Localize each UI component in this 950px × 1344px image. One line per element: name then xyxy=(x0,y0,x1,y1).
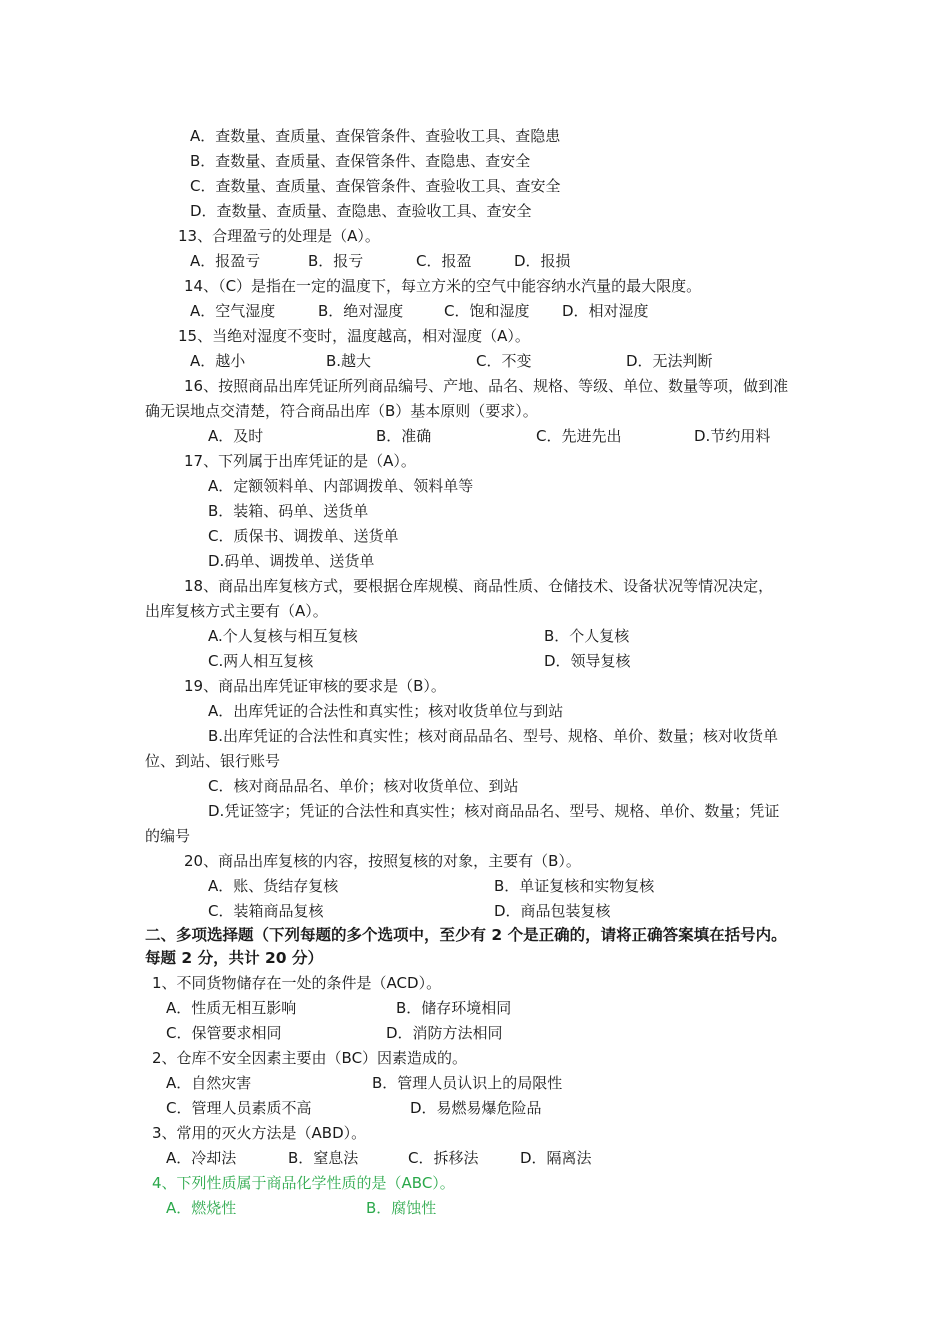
q14-option-a: A．空气湿度 xyxy=(190,302,276,320)
q16-option-c: C．先进先出 xyxy=(536,427,622,445)
m3-option-c: C．拆移法 xyxy=(408,1149,479,1167)
q18-option-b: B．个人复核 xyxy=(544,627,630,645)
q17-option-c: C．质保书、调拨单、送货单 xyxy=(208,527,399,545)
q13-option-d: D．报损 xyxy=(514,252,571,270)
q15-option-d: D．无法判断 xyxy=(626,352,713,370)
q13-option-a: A．报盈亏 xyxy=(190,252,261,270)
q19-option-d-line1: D.凭证签字；凭证的合法性和真实性；核对商品品名、型号、规格、单价、数量；凭证 xyxy=(208,802,780,820)
m1-option-c: C．保管要求相同 xyxy=(166,1024,282,1042)
q16-stem-line1: 16、按照商品出库凭证所列商品编号、产地、品名、规格、等级、单位、数量等项，做到准 xyxy=(184,377,789,395)
m4-option-a: A．燃烧性 xyxy=(166,1199,237,1217)
q16-option-a: A．及时 xyxy=(208,427,264,445)
m4-option-b: B．腐蚀性 xyxy=(366,1199,437,1217)
m3-option-b: B．窒息法 xyxy=(288,1149,359,1167)
q20-option-a: A．账、货结存复核 xyxy=(208,877,339,895)
q19-option-a: A．出库凭证的合法性和真实性；核对收货单位与到站 xyxy=(208,702,564,720)
q14-option-d: D．相对湿度 xyxy=(562,302,649,320)
q14-option-b: B．绝对湿度 xyxy=(318,302,404,320)
q12-option-b: B．查数量、查质量、查保管条件、查隐患、查安全 xyxy=(190,152,531,170)
q18-option-c: C.两人相互复核 xyxy=(208,652,314,670)
q15-option-b: B.越大 xyxy=(326,352,372,370)
q17-stem: 17、下列属于出库凭证的是（A）。 xyxy=(184,452,416,470)
q18-stem-line1: 18、商品出库复核方式，要根据仓库规模、商品性质、仓储技术、设备状况等情况决定， xyxy=(184,577,774,595)
q12-option-d: D．查数量、查质量、查隐患、查验收工具、查安全 xyxy=(190,202,532,220)
q16-option-b: B．准确 xyxy=(376,427,432,445)
m2-option-b: B．管理人员认识上的局限性 xyxy=(372,1074,563,1092)
q16-stem-line2: 确无误地点交清楚，符合商品出库（B）基本原则（要求）。 xyxy=(145,402,538,420)
q17-option-d: D.码单、调拨单、送货单 xyxy=(208,552,375,570)
m1-option-d: D．消防方法相同 xyxy=(386,1024,503,1042)
m2-stem: 2、仓库不安全因素主要由（BC）因素造成的。 xyxy=(152,1049,468,1067)
q13-stem: 13、合理盈亏的处理是（A）。 xyxy=(178,227,380,245)
m1-option-a: A．性质无相互影响 xyxy=(166,999,297,1017)
m3-option-a: A．冷却法 xyxy=(166,1149,237,1167)
m2-option-d: D．易燃易爆危险品 xyxy=(410,1099,542,1117)
q12-option-a: A．查数量、查质量、查保管条件、查验收工具、查隐患 xyxy=(190,127,561,145)
q20-option-d: D．商品包装复核 xyxy=(494,902,611,920)
m1-stem: 1、不同货物储存在一处的条件是（ACD）。 xyxy=(152,974,442,992)
q19-option-b-line2: 位、到站、银行账号 xyxy=(145,752,281,770)
q19-stem: 19、商品出库凭证审核的要求是（B）。 xyxy=(184,677,446,695)
q15-option-a: A．越小 xyxy=(190,352,246,370)
q18-option-a: A.个人复核与相互复核 xyxy=(208,627,358,645)
q18-stem-line2: 出库复核方式主要有（A）。 xyxy=(145,602,328,620)
m2-option-c: C．管理人员素质不高 xyxy=(166,1099,312,1117)
m3-stem: 3、常用的灭火方法是（ABD）。 xyxy=(152,1124,367,1142)
q19-option-d-line2: 的编号 xyxy=(145,827,191,845)
m4-stem: 4、下列性质属于商品化学性质的是（ABC）。 xyxy=(152,1174,455,1192)
q15-option-c: C．不变 xyxy=(476,352,532,370)
q16-option-d: D.节约用料 xyxy=(694,427,771,445)
m1-option-b: B．储存环境相同 xyxy=(396,999,512,1017)
q20-stem: 20、商品出库复核的内容，按照复核的对象，主要有（B）。 xyxy=(184,852,581,870)
m3-option-d: D．隔离法 xyxy=(520,1149,592,1167)
q14-option-c: C．饱和湿度 xyxy=(444,302,530,320)
q20-option-c: C．装箱商品复核 xyxy=(208,902,324,920)
section2-heading-line1: 二、多项选择题（下列每题的多个选项中，至少有 2 个是正确的，请将正确答案填在括号内。 xyxy=(145,926,787,944)
q13-option-b: B．报亏 xyxy=(308,252,364,270)
q14-stem: 14、（C）是指在一定的温度下，每立方米的空气中能容纳水汽量的最大限度。 xyxy=(184,277,702,295)
q20-option-b: B．单证复核和实物复核 xyxy=(494,877,655,895)
q19-option-c: C．核对商品品名、单价；核对收货单位、到站 xyxy=(208,777,519,795)
q17-option-b: B．装箱、码单、送货单 xyxy=(208,502,369,520)
q15-stem: 15、当绝对湿度不变时，温度越高，相对湿度（A）。 xyxy=(178,327,530,345)
q19-option-b-line1: B.出库凭证的合法性和真实性；核对商品品名、型号、规格、单价、数量；核对收货单 xyxy=(208,727,779,745)
q12-option-c: C．查数量、查质量、查保管条件、查验收工具、查安全 xyxy=(190,177,561,195)
section2-heading-line2: 每题 2 分，共计 20 分） xyxy=(145,949,323,967)
m2-option-a: A．自然灾害 xyxy=(166,1074,252,1092)
q13-option-c: C．报盈 xyxy=(416,252,472,270)
q18-option-d: D．领导复核 xyxy=(544,652,631,670)
q17-option-a: A．定额领料单、内部调拨单、领料单等 xyxy=(208,477,474,495)
